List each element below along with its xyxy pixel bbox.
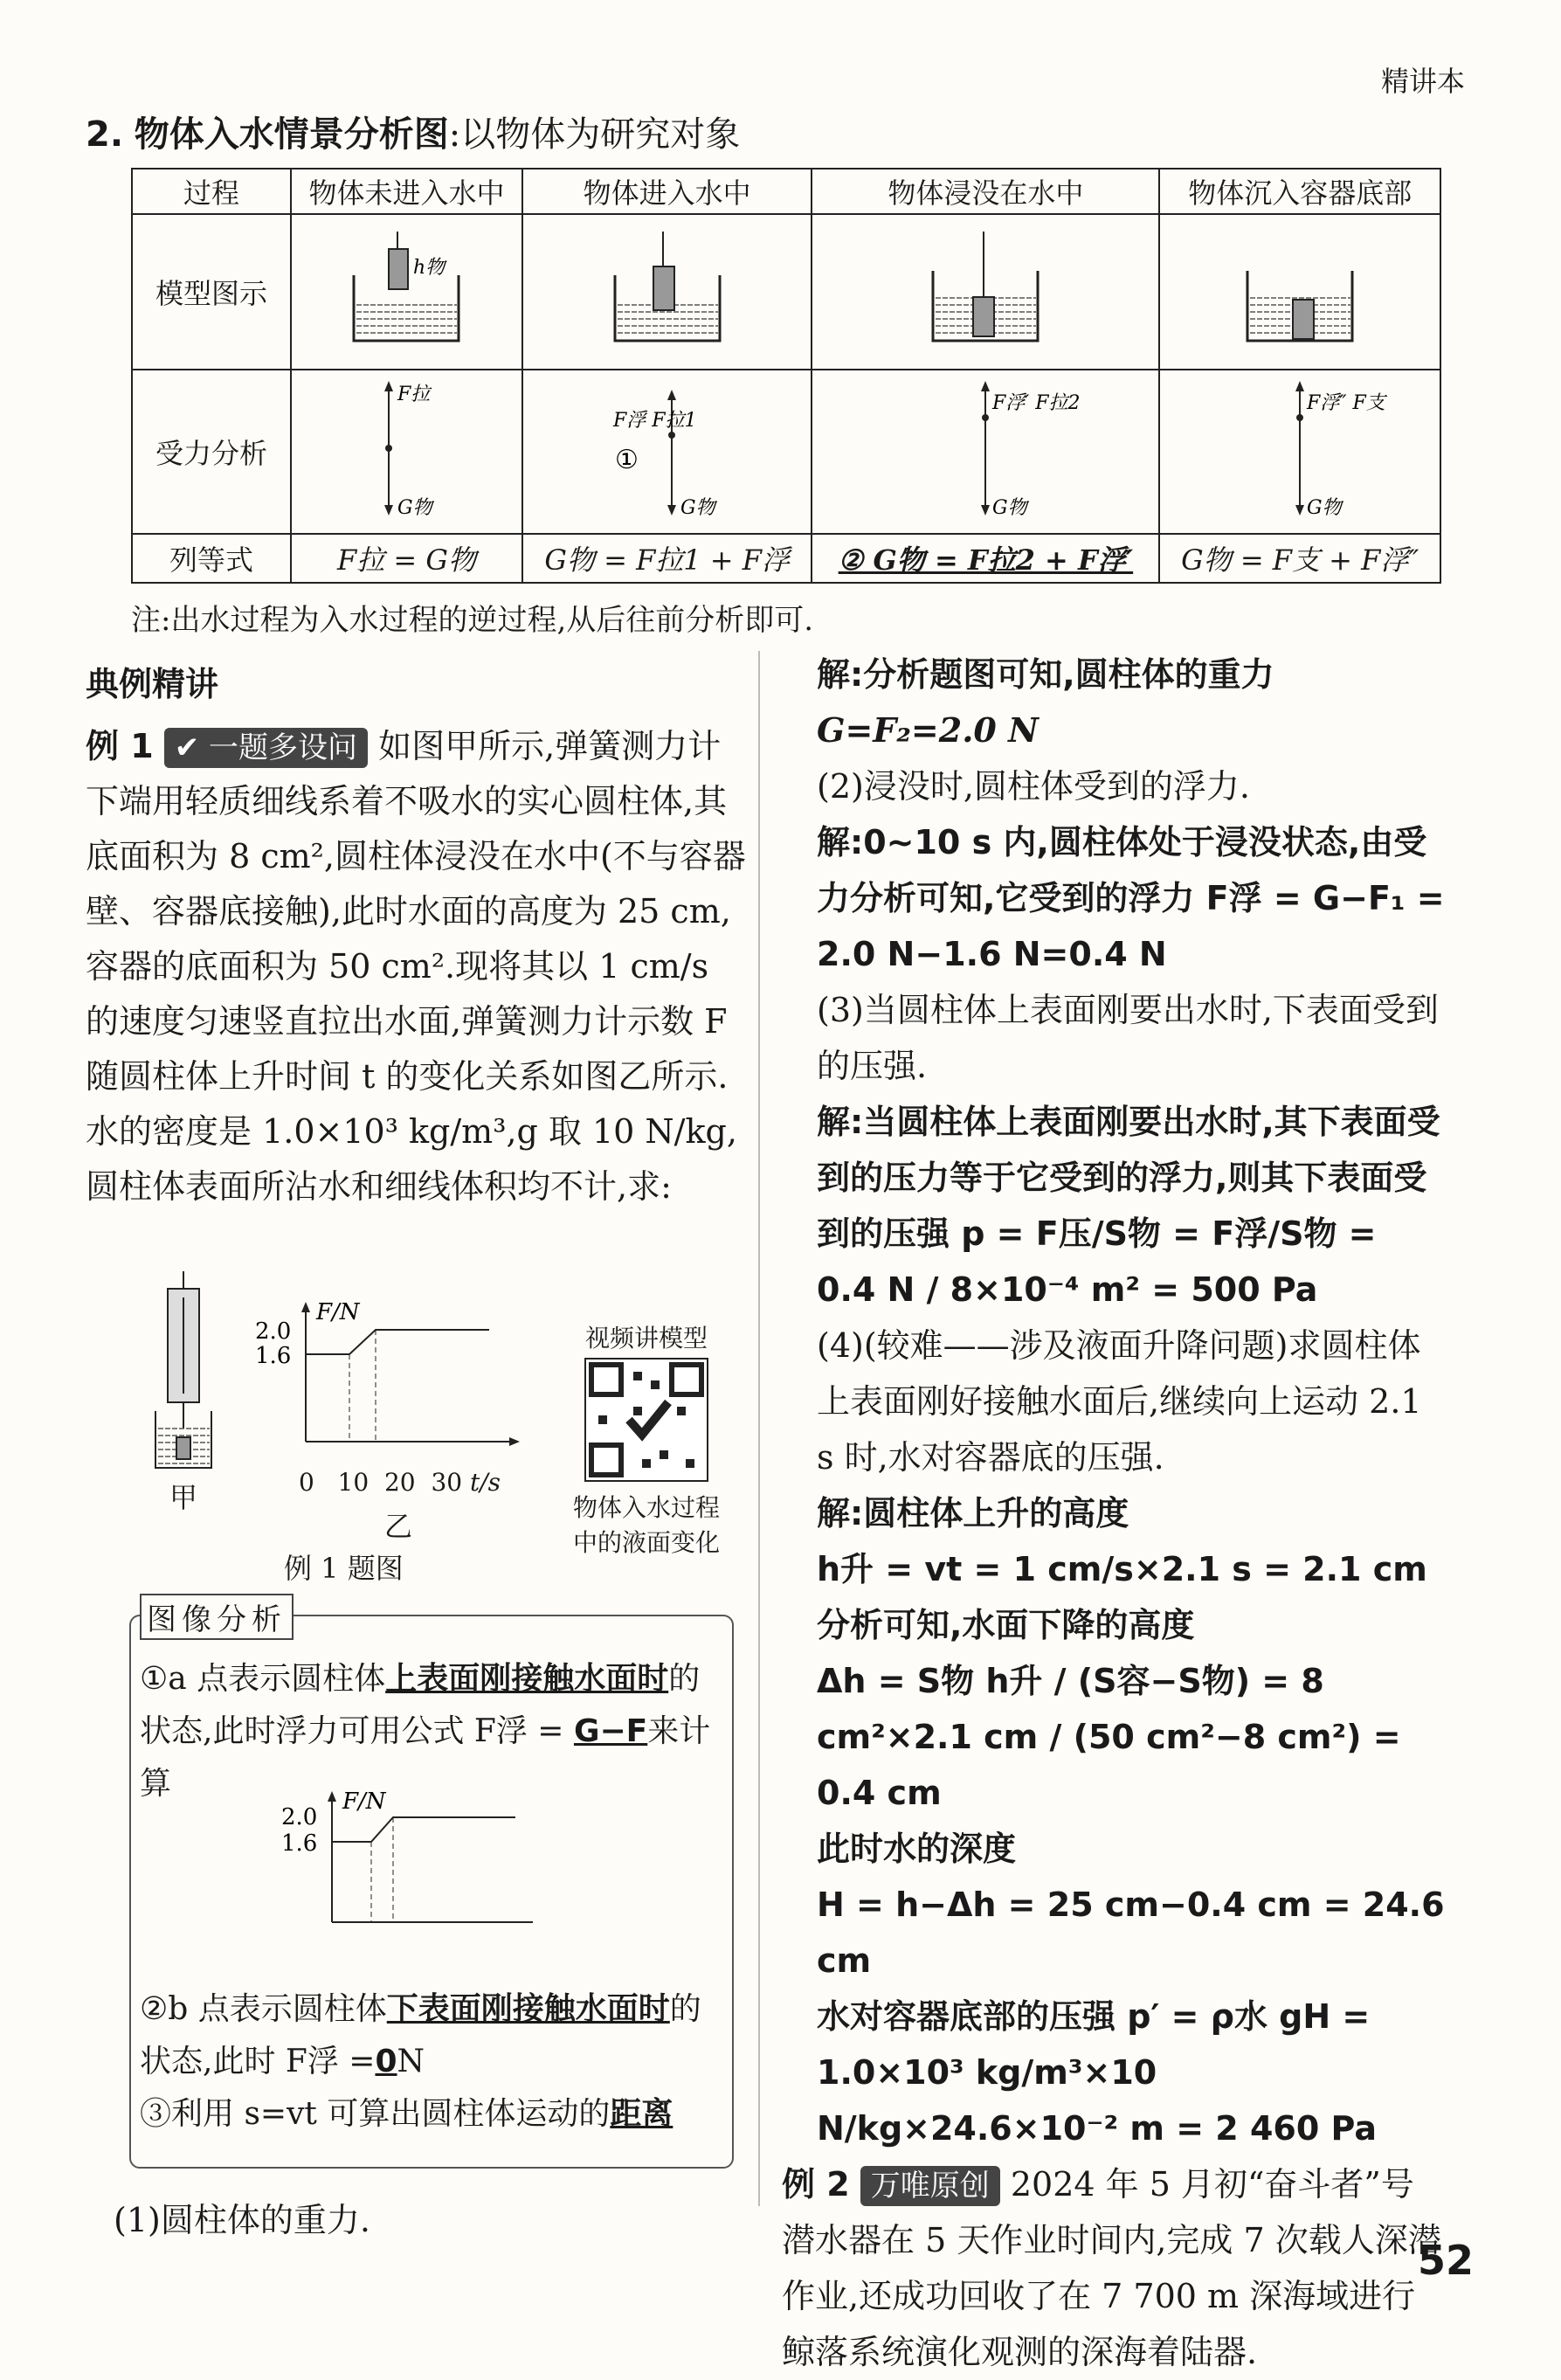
row-label-model: 模型图示 [132, 214, 291, 370]
solution-4-d: Δh = S物 h升 / (S容−S物) = 8 cm²×2.1 cm / (50 cm²−8 cm²) = 0.4 cm [817, 1662, 1401, 1812]
qr-block [559, 1319, 734, 1559]
svg-text:G物: G物 [397, 497, 433, 519]
row-label-force: 受力分析 [132, 370, 291, 534]
equation-1: F拉 = G物 [291, 534, 522, 583]
question-4: (4)(较难——涉及液面升降问题)求圆柱体上表面刚好接触水面后,继续向上运动 2.1 s 时,水对容器底的压强. [817, 1326, 1422, 1477]
section-subtitle: :以物体为研究对象 [448, 114, 741, 155]
model-diagram-1 [291, 214, 522, 370]
solution-4-e: 此时水的深度 [817, 1830, 1017, 1868]
left-column [86, 657, 749, 1214]
model-diagram-3 [812, 214, 1159, 370]
equation-2: G物 = F拉1 + F浮 [522, 534, 812, 583]
qr-bottom-label-2: 中的液面变化 [572, 1528, 720, 1557]
table-header-col4: 物体沉入容器底部 [1159, 169, 1440, 214]
analysis-tag: 图像分析 [140, 1594, 294, 1640]
question-2: (2)浸没时,圆柱体受到的浮力. [817, 767, 1250, 806]
process-table [131, 168, 1441, 584]
solution-4-c: 分析可知,水面下降的高度 [817, 1606, 1195, 1644]
equation-4: G物 = F支 + F浮″ [1159, 534, 1440, 583]
qr-code-icon[interactable] [581, 1354, 712, 1485]
question-1: (1)圆柱体的重力. [114, 2201, 370, 2239]
example-1-label: 例 1 [86, 727, 154, 765]
figure-caption: 例 1 题图 [284, 1552, 404, 1585]
row-label-equation: 列等式 [132, 534, 291, 583]
solution-3: 解:当圆柱体上表面刚要出水时,其下表面受到的压力等于它受到的浮力,则其下表面受 [817, 1103, 1440, 1197]
section-heading: 物体入水情景分析图 [134, 114, 449, 155]
solution-3-result: 到的压强 p = F压/S物 = F浮/S物 = 0.4 N / 8×10⁻⁴ m² = 500 Pa [817, 1214, 1377, 1309]
solution-4-f: H = h−Δh = 25 cm−0.4 cm = 24.6 cm [817, 1885, 1445, 1980]
column-divider [758, 651, 760, 2206]
section-title [86, 107, 740, 156]
force-diagram-2 [522, 370, 812, 534]
solution-4-a: 解:圆柱体上升的高度 [817, 1494, 1129, 1532]
table-header-col3: 物体浸没在水中 [812, 169, 1159, 214]
table-header-process: 过程 [132, 169, 291, 214]
figure-yi-graph: F/N 2.0 1.6 0 10 20 30 t/s [253, 1302, 533, 1503]
force-diagram-4 [1159, 370, 1440, 534]
svg-text:1.6: 1.6 [281, 1830, 318, 1857]
model-diagram-4 [1159, 214, 1440, 370]
analysis-graph [280, 1788, 542, 1940]
solution-1-result: G=F₂=2.0 N [817, 710, 1039, 750]
equation-3: ② G物 = F拉2 + F浮′ [812, 534, 1159, 583]
svg-text:G物: G物 [992, 497, 1027, 519]
qr-bottom-label-1: 物体入水过程 [572, 1493, 720, 1522]
model-diagram-2 [522, 214, 812, 370]
figure-yi-label: 乙 [384, 1510, 413, 1543]
h-label: h物 [413, 257, 446, 279]
svg-text:2.0: 2.0 [281, 1804, 318, 1830]
graph-analysis-box: 图像分析 ①a 点表示圆柱体上表面刚接触水面时的状态,此时浮力可用公式 F浮 = G−F来计算 F/N 2.0 1.6 ②b 点表示圆柱体下表面刚接触水面时的状态,此时 F浮 =0N ③利用 s=vt 可算出圆柱体运动的距离 [129, 1615, 734, 2169]
svg-text:1.6: 1.6 [255, 1343, 292, 1369]
fill-blank-1: ① [614, 445, 639, 475]
note: 注:出水过程为入水过程的逆过程,从后往前分析即可. [131, 603, 814, 638]
svg-text:G物: G物 [680, 497, 715, 519]
svg-text:F浮 F拉1: F浮 F拉1 [612, 410, 697, 432]
svg-text:2.0: 2.0 [255, 1318, 292, 1345]
page-number: 52 [1417, 2237, 1474, 2284]
example-1-text: 如图甲所示,弹簧测力计下端用轻质细线系着不吸水的实心圆柱体,其底面积为 8 cm²,圆柱体浸没在水中(不与容器壁、容器底接触),此时水面的高度为 25 cm,容器的底面积为 50 cm².现将其以 1 cm/s 的速度匀速竖直拉出水面,弹簧测力计示数 F 随圆柱体上升时间 t 的变化关系如图乙所示.水的密度是 1.0×10³ kg/m³,g 取 10 N/kg,圆柱体表面所沾水和细线体积均不计,求: [86, 727, 746, 1206]
force-diagram-1 [291, 370, 522, 534]
table-header-col1: 物体未进入水中 [291, 169, 522, 214]
svg-text:F/N: F/N [342, 1788, 386, 1815]
section-number: 2. [86, 114, 124, 155]
svg-text:F浮′ F拉2: F浮′ F拉2 [992, 392, 1081, 414]
solution-4-b: h升 = vt = 1 cm/s×2.1 s = 2.1 cm [817, 1550, 1427, 1588]
right-column [782, 647, 1446, 2380]
qr-top-label: 视频讲模型 [584, 1324, 708, 1353]
header-section-label: 精讲本 [1380, 65, 1465, 98]
solution-4-g: 水对容器底部的压强 p′ = ρ水 gH = 1.0×10³ kg/m³×10 N/kg×24.6×10⁻² m = 2 460 Pa [817, 1997, 1377, 2148]
example-2-badge: 万唯原创 [860, 2166, 1000, 2206]
table-header-col2: 物体进入水中 [522, 169, 812, 214]
force-diagram-3 [812, 370, 1159, 534]
solution-2: 解:0~10 s 内,圆柱体处于浸没状态,由受力分析可知,它受到的浮力 F浮 = G−F₁ = 2.0 N−1.6 N=0.4 N [817, 823, 1445, 973]
figure-jia-label: 甲 [169, 1481, 197, 1514]
question-3: (3)当圆柱体上表面刚要出水时,下表面受到的压强. [817, 991, 1439, 1085]
svg-text:G物: G物 [1307, 497, 1342, 519]
svg-text:F拉: F拉 [397, 384, 431, 405]
examples-heading: 典例精讲 [86, 665, 219, 703]
svg-text:F浮″ F支: F浮″ F支 [1307, 392, 1385, 414]
example-1-badge: ✔ 一题多设问 [164, 728, 368, 768]
solution-1: 解:分析题图可知,圆柱体的重力 [817, 655, 1274, 694]
svg-text:F/N: F/N [316, 1299, 360, 1325]
example-2-text: 2024 年 5 月初“奋斗者”号潜水器在 5 天作业时间内,完成 7 次载人深潜作业,还成功回收了在 7 700 m 深海域进行鲸落系统演化观测的深海着陆器. [782, 2165, 1441, 2371]
figure-jia [140, 1271, 227, 1514]
example-2-label: 例 2 [782, 2165, 850, 2204]
